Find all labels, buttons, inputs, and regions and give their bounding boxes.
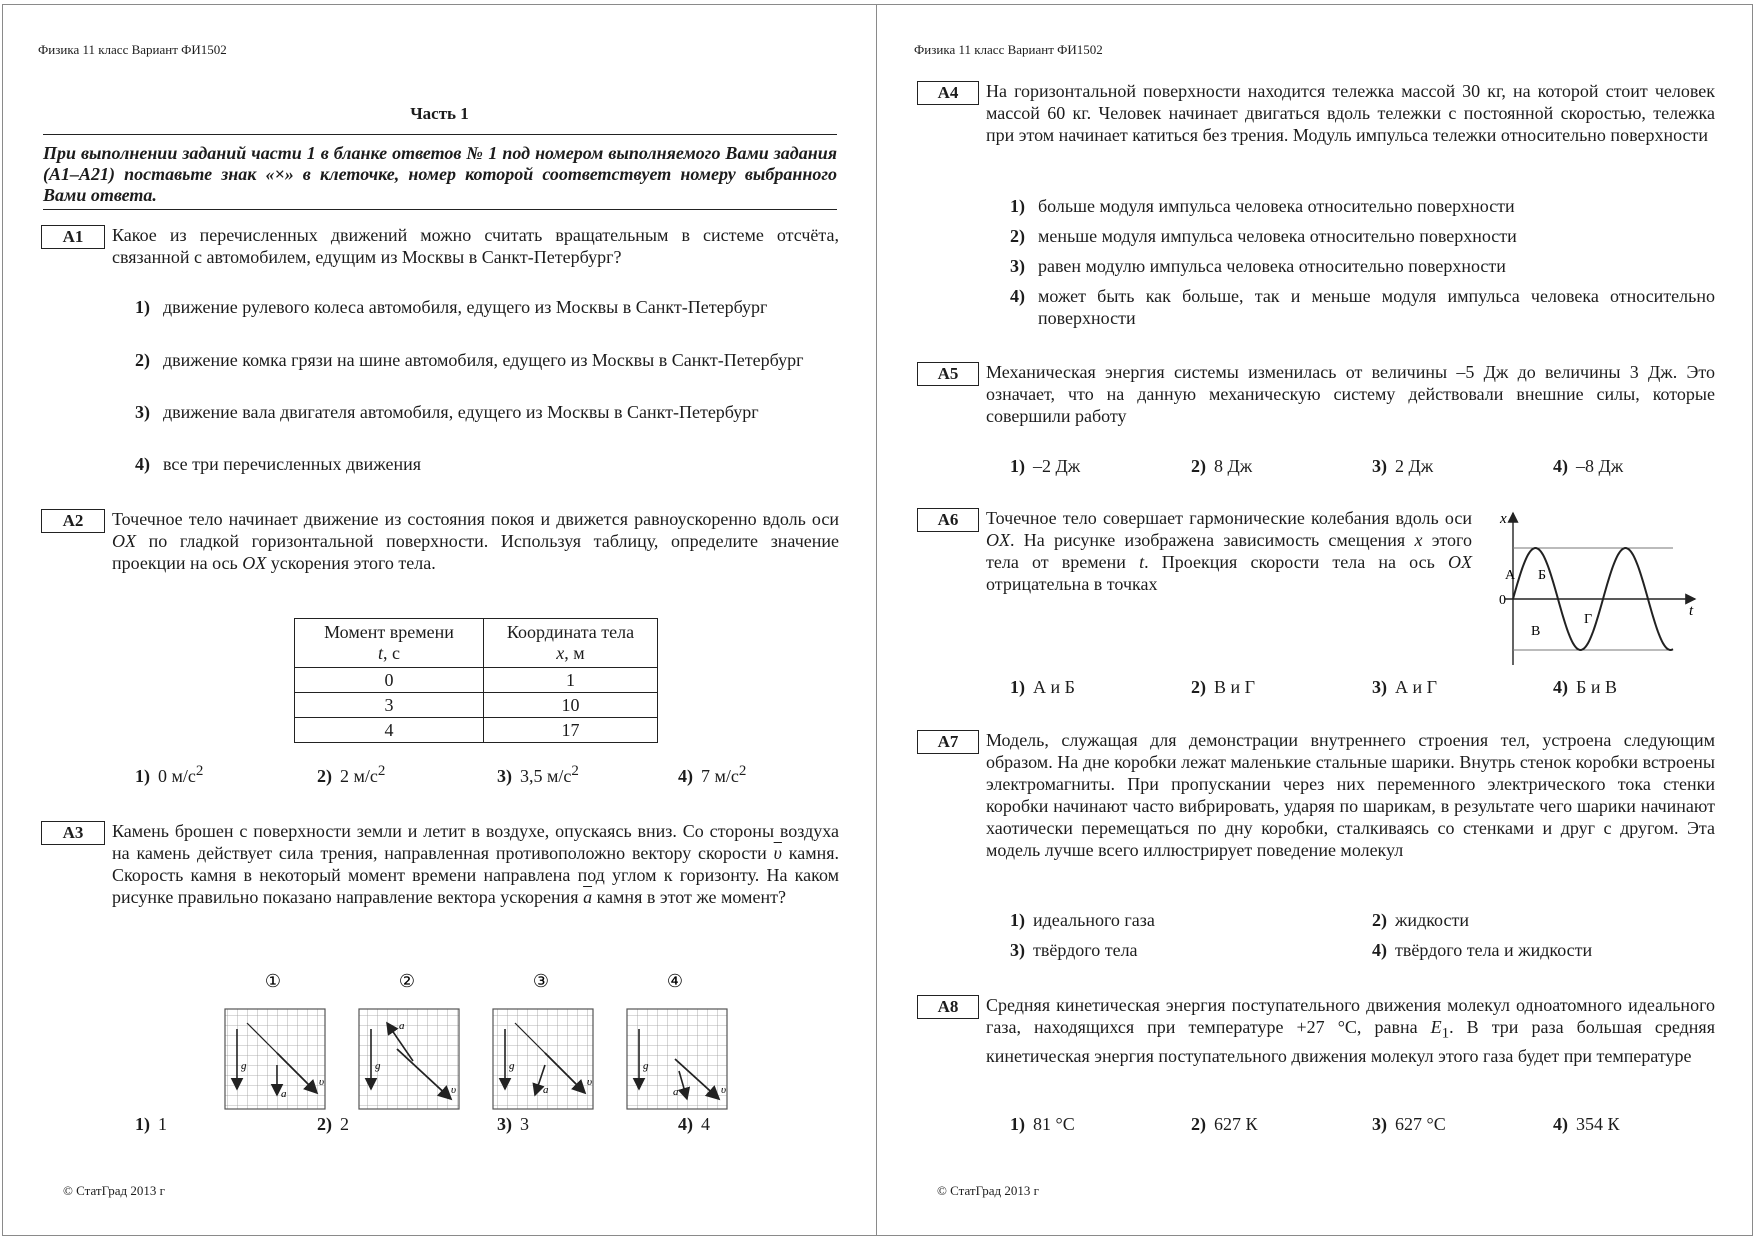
question-a1-text: Какое из перечисленных движений можно считать вращательным в системе отсчёта, связанной с автомобилем, едущим из Москвы в Санкт-Петербург?	[112, 225, 839, 267]
answer-option[interactable]	[135, 296, 839, 318]
question-a3-text: Камень брошен с поверхности земли и летит в воздухе, опускаясь вниз. Со стороны воздуха на камень действует сила трения, направленная противоположно вектору скорости $\overline{\upsilon}$ камня. Скорость камня в некоторый момент времени направлена под углом к горизонту. На каком рисунке правильно показано направление вектора ускорения $\overline{a}$ камня в этот же момент?	[112, 821, 839, 907]
table-row	[295, 718, 658, 743]
point-label: А	[1505, 568, 1516, 583]
right-page	[876, 4, 1753, 1236]
answer-option[interactable]: 2) 8 Дж	[1191, 456, 1253, 476]
question-number-a3: А3	[41, 821, 105, 845]
vector-label: υ	[451, 1084, 457, 1096]
instructions: При выполнении заданий части 1 в бланке ответов № 1 под номером выполняемого Вами задания (А1–А21) поставьте знак «×» в клеточке, номер которой соответствует номеру выбранного Вами ответа.	[43, 143, 837, 205]
vector-label: υ	[319, 1076, 325, 1088]
page-footer: © СтатГрад 2013 г	[937, 1183, 1039, 1198]
answer-option[interactable]: 2) 2	[317, 1114, 349, 1134]
answer-option[interactable]: 1) идеального газа	[1010, 910, 1155, 930]
question-number-a6: А6	[917, 508, 979, 532]
option-text: все три перечисленных движения	[163, 454, 422, 474]
point-label: Г	[1584, 612, 1593, 627]
vector-label: a	[543, 1084, 549, 1096]
option-text: движение комка грязи на шине автомобиля, едущего из Москвы в Санкт-Петербург	[163, 350, 804, 370]
option-text: равен модулю импульса человека относительно поверхности	[1038, 256, 1506, 276]
answer-option[interactable]: 1) А и Б	[1010, 677, 1075, 697]
vector-label: a	[673, 1086, 679, 1098]
vector-label: a	[281, 1088, 287, 1100]
answer-option[interactable]: 4) 354 К	[1553, 1114, 1620, 1134]
option-text: движение вала двигателя автомобиля, едущего из Москвы в Санкт-Петербург	[163, 402, 759, 422]
vector-label: g	[509, 1060, 515, 1072]
table-header-row	[295, 619, 658, 668]
answer-option[interactable]: 1) 1	[135, 1114, 167, 1134]
question-a4-text: На горизонтальной поверхности находится тележка массой 30 кг, на которой стоит человек массой 60 кг. Человек начинает двигаться вдоль тележки с постоянной скоростью, тележка при этом начинает катиться без трения. Модуль импульса тележки относительно поверхности	[986, 81, 1715, 145]
question-a2-text: Точечное тело начинает движение из состояния покоя и движется равноускоренно вдоль оси OX по гладкой горизонтальной поверхности. Используя таблицу, определите значение проекции на ось OX ускорения этого тела.	[112, 509, 839, 573]
origin-label: 0	[1499, 593, 1506, 608]
vector-label: g	[643, 1060, 649, 1072]
answer-option[interactable]: 3) 2 Дж	[1372, 456, 1434, 476]
question-a5-text: Механическая энергия системы изменилась от величины –5 Дж до величины 3 Дж. Это означает, что на данную механическую систему действовали внешние силы, которые совершили работу	[986, 362, 1715, 426]
vector-label: g	[241, 1060, 247, 1072]
answer-option[interactable]: 2) В и Г	[1191, 677, 1256, 697]
answer-option[interactable]: 4) 7 $м/с^2$	[678, 763, 747, 786]
a3-figures	[217, 965, 737, 1115]
answer-option[interactable]: 1) 81 °С	[1010, 1114, 1075, 1134]
option-text: движение рулевого колеса автомобиля, едущего из Москвы в Санкт-Петербург	[163, 297, 768, 317]
table-row	[295, 693, 658, 718]
figure-2	[359, 971, 459, 1109]
page-footer: © СтатГрад 2013 г	[63, 1183, 165, 1198]
figure-label: ②	[398, 971, 416, 991]
option-number: 2)	[1010, 226, 1025, 246]
oscillation-graph	[1485, 505, 1705, 671]
answer-option[interactable]: 4) твёрдого тела и жидкости	[1372, 940, 1593, 960]
table-cell: 17	[484, 718, 658, 743]
question-a7-text: Модель, служащая для демонстрации внутреннего строения тел, устроена следующим образом. На дне коробки лежат маленькие стальные шарики. Внутрь стенок коробки встроены электромагниты. При пропускании через них переменного электрического тока стенки коробки начинают часто вибрировать, ударяя по шарикам, в результате чего шарики начинают хаотически перемещаться по дну коробки, сталкиваясь со стенками и друг с другом. Эта модель лучше всего иллюстрирует поведение молекул	[986, 730, 1715, 860]
table-row	[295, 668, 658, 693]
question-number-a7: А7	[917, 730, 979, 754]
data-table	[294, 618, 658, 743]
figure-label: ①	[264, 971, 282, 991]
question-a6-text: Точечное тело совершает гармонические колебания вдоль оси OX. На рисунке изображена зависимость смещения x этого тела от времени t. Проекция скорости тела на ось OX отрицательна в точках	[986, 508, 1472, 594]
option-text: больше модуля импульса человека относительно поверхности	[1038, 196, 1515, 216]
answer-option[interactable]	[1010, 285, 1715, 329]
answer-option[interactable]: 2) жидкости	[1372, 910, 1469, 930]
question-number-a1: А1	[41, 225, 105, 249]
table-cell: 10	[484, 693, 658, 718]
answer-option[interactable]: 1) 0 $м/с^2$	[135, 763, 204, 786]
answer-option[interactable]: 2) 627 К	[1191, 1114, 1258, 1134]
page-header: Физика 11 класс Вариант ФИ1502	[914, 42, 1103, 57]
answer-option[interactable]: 4) –8 Дж	[1553, 456, 1624, 476]
question-number-a8: А8	[917, 995, 979, 1019]
point-label: В	[1531, 624, 1541, 639]
option-number: 3)	[1010, 256, 1025, 276]
option-number: 4)	[135, 454, 150, 474]
figure-label: ③	[532, 971, 550, 991]
answer-option[interactable]: 4) 4	[678, 1114, 710, 1134]
left-page	[2, 4, 877, 1236]
answer-option[interactable]	[135, 453, 839, 475]
answer-option[interactable]	[1010, 255, 1715, 277]
x-axis-label: t	[1689, 603, 1694, 619]
question-number-a4: А4	[917, 81, 979, 105]
part-title: Часть 1	[410, 104, 469, 123]
option-text: меньше модуля импульса человека относительно поверхности	[1038, 226, 1517, 246]
table-cell: 4	[295, 718, 484, 743]
figure-3	[493, 971, 593, 1109]
option-number: 1)	[135, 297, 150, 317]
answer-option[interactable]: 3) 627 °С	[1372, 1114, 1446, 1134]
column-header: Координата тела x, м	[484, 619, 658, 668]
vector-label: a	[399, 1020, 405, 1032]
figure-label: ④	[666, 971, 684, 991]
vector-label: υ	[587, 1076, 593, 1088]
answer-option[interactable]: 4) Б и В	[1553, 677, 1617, 697]
vector-label: g	[375, 1060, 381, 1072]
table-cell: 1	[484, 668, 658, 693]
answer-option[interactable]: 2) 2 $м/с^2$	[317, 763, 386, 786]
divider	[43, 134, 837, 135]
answer-option[interactable]	[135, 349, 839, 371]
question-a8-text: Средняя кинетическая энергия поступательного движения молекул одноатомного идеального газа, находящихся при температуре +27 °С, равна $E_1$. В три раза большая средняя кинетическая энергия поступательного движения молекул этого газа будет при температуре	[986, 995, 1715, 1066]
answer-option[interactable]: 1) –2 Дж	[1010, 456, 1081, 476]
answer-option[interactable]: 3) 3	[497, 1114, 529, 1134]
answer-option[interactable]: 3) А и Г	[1372, 677, 1438, 697]
option-number: 4)	[1010, 286, 1025, 306]
question-number-a2: А2	[41, 509, 105, 533]
option-number: 2)	[135, 350, 150, 370]
point-label: Б	[1538, 568, 1547, 583]
grid-background	[225, 1009, 325, 1109]
figure-4	[627, 971, 727, 1109]
figure-1	[225, 971, 325, 1109]
option-text: может быть как больше, так и меньше модуля импульса человека относительно поверхности	[1038, 286, 1715, 328]
question-number-a5: А5	[917, 362, 979, 386]
table-cell: 3	[295, 693, 484, 718]
answer-option[interactable]: 3) 3,5 $м/с^2$	[497, 763, 579, 786]
answer-option[interactable]: 3) твёрдого тела	[1010, 940, 1138, 960]
column-header: Момент времени t, с	[295, 619, 484, 668]
option-number: 1)	[1010, 196, 1025, 216]
divider	[43, 209, 837, 210]
page-header: Физика 11 класс Вариант ФИ1502	[38, 42, 227, 57]
option-number: 3)	[135, 402, 150, 422]
vector-label: υ	[721, 1084, 727, 1096]
table-cell: 0	[295, 668, 484, 693]
answer-option[interactable]	[135, 401, 839, 423]
answer-option[interactable]	[1010, 225, 1715, 247]
y-axis-label: x	[1500, 511, 1507, 527]
answer-option[interactable]	[1010, 195, 1715, 217]
